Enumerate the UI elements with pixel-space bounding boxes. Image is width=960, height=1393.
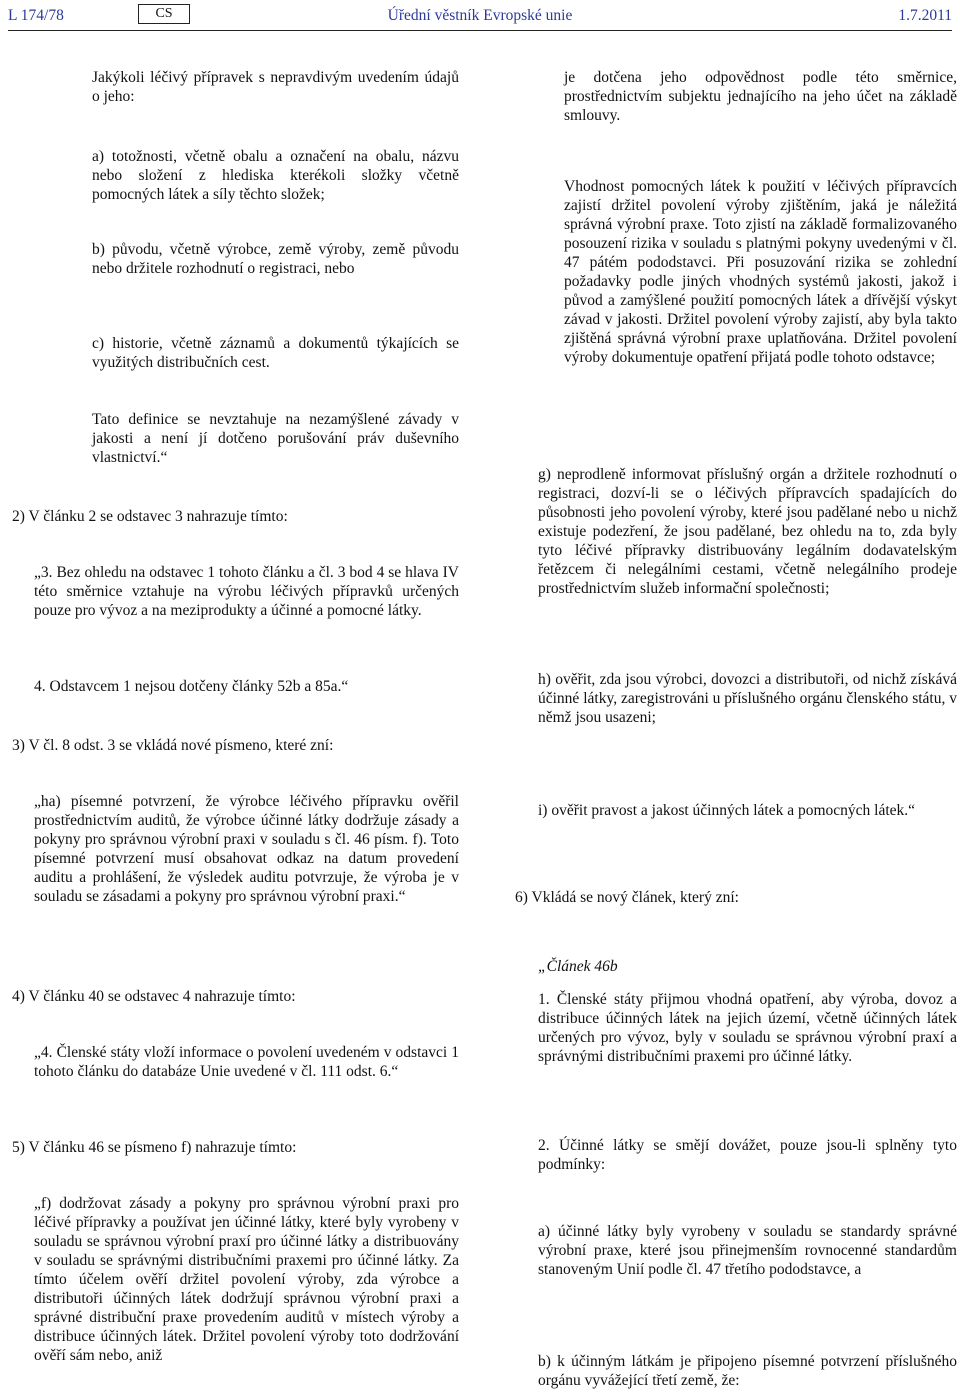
header-rule bbox=[8, 30, 952, 31]
amendment-6-heading: 6) Vkládá se nový článek, který zní: bbox=[515, 889, 739, 906]
excipients-paragraph: Vhodnost pomocných látek k použití v léčivých přípravcích zajistí držitel povolení výroby zjištěním, jaká je náležitá správná výrobní praxe. Toto zjistí na základě formalizovaného posouzení rizika v souladu s platnými pokyny uvedenými v čl. 47 pátém pododstavci. Při posuzování rizika se zohlední požadavky podle jiných vhodných systémů jakosti, jakož i původ a zamýšlené použití pomocných látek a dřívější výskyt závad v jakosti. Držitel povolení výroby zajistí, aby byla takto zjištěná správná výrobní praxe uplatňována. Držitel povolení výroby dokumentuje opatření přijatá podle tohoto odstavce; bbox=[564, 178, 957, 366]
intro-paragraph: Jakýkoli léčivý přípravek s nepravdivým uvedením údajů o jeho: bbox=[92, 69, 459, 105]
page-number: L 174/78 bbox=[8, 7, 64, 24]
continuation-paragraph: je dotčena jeho odpovědnost podle této směrnice, prostřednictvím subjektu jednajícího na jeho účet na základě smlouvy. bbox=[564, 69, 957, 124]
amendment-3-point-ha: „ha) písemné potvrzení, že výrobce léčivého přípravku ověřil prostřednictvím auditů, že výrobce účinné látky dodržuje zásady a pokyny pro správnou výrobní praxi v souladu s čl. 46 písm. f). Toto písemné potvrzení musí obsahovat odkaz na datum provedení auditu a prohlášení, že výsledek auditu potvrzuje, že výroba je v souladu se zásadami a pokyny pro správnou výrobní praxi.“ bbox=[34, 793, 459, 905]
amendment-5-heading: 5) V článku 46 se písmeno f) nahrazuje tímto: bbox=[12, 1139, 297, 1156]
amendment-5-point-f: „f) dodržovat zásady a pokyny pro správnou výrobní praxi pro léčivé přípravky a používat jen účinné látky, které byly vyrobeny v souladu se správnou výrobní praxí pro účinné látky a distribuovány v souladu se správnými distribučními praxemi pro účinné látky. Za tímto účelem ověří držitel povolení výroby, zda výrobce a distributoři účinných látek dodržují správnou výrobní praxi a správné distribuční praxe provedením auditů v místech výroby a distribuce účinných látek. Držitel povolení výroby toto dodržování ověří sám nebo, aniž bbox=[34, 1195, 459, 1364]
article-46b-point-a: a) účinné látky byly vyrobeny v souladu se standardy správné výrobní praxe, které jsou přinejmenším rovnocenné standardům stanoveným Unií podle čl. 47 třetího pododstavce, a bbox=[538, 1223, 957, 1278]
issue-date: 1.7.2011 bbox=[898, 7, 952, 24]
page-header bbox=[8, 4, 952, 26]
item-a: a) totožnosti, včetně obalu a označení na obalu, názvu nebo složení z hlediska kterékoli složky včetně pomocných látek a síly těchto složek; bbox=[92, 148, 459, 203]
point-h: h) ověřit, zda jsou výrobci, dovozci a distributoři, od nichž získává účinné látky, zaregistrováni u příslušného orgánu členského státu, v němž jsou usazeni; bbox=[538, 671, 957, 726]
article-46b-paragraph-1: 1. Členské státy přijmou vhodná opatření, aby výroba, dovoz a distribuce účinných látek na jejich území, včetně účinných látek určených pro vývoz, byly v souladu se správnou výrobní praxí a správnými distribučními praxemi pro účinné látky. bbox=[538, 991, 957, 1065]
amendment-2-paragraph-4: 4. Odstavcem 1 nejsou dotčeny články 52b a 85a.“ bbox=[34, 678, 349, 695]
journal-title: Úřední věstník Evropské unie bbox=[387, 7, 573, 24]
amendment-4-heading: 4) V článku 40 se odstavec 4 nahrazuje tímto: bbox=[12, 988, 296, 1005]
language-code-box: CS bbox=[138, 4, 190, 24]
article-46b-title: „Článek 46b bbox=[538, 958, 618, 975]
definition-paragraph: Tato definice se nevztahuje na nezamýšlené závady v jakosti a není jí dotčeno porušování práv duševního vlastnictví.“ bbox=[92, 411, 459, 466]
amendment-4-paragraph: „4. Členské státy vloží informace o povolení uvedeném v odstavci 1 tohoto článku do databáze Unie uvedené v čl. 111 odst. 6.“ bbox=[34, 1044, 459, 1080]
amendment-3-heading: 3) V čl. 8 odst. 3 se vkládá nové písmeno, které zní: bbox=[12, 737, 334, 754]
article-46b-point-b: b) k účinným látkám je připojeno písemné potvrzení příslušného orgánu vyvážející třetí země, že: bbox=[538, 1353, 957, 1389]
article-46b-paragraph-2: 2. Účinné látky se smějí dovážet, pouze jsou-li splněny tyto podmínky: bbox=[538, 1137, 957, 1173]
item-b: b) původu, včetně výrobce, země výroby, země původu nebo držitele rozhodnutí o registraci, nebo bbox=[92, 241, 459, 277]
item-c: c) historie, včetně záznamů a dokumentů týkajících se využitých distribučních cest. bbox=[92, 335, 459, 371]
amendment-2-heading: 2) V článku 2 se odstavec 3 nahrazuje tímto: bbox=[12, 508, 288, 525]
amendment-2-paragraph-3: „3. Bez ohledu na odstavec 1 tohoto článku a čl. 3 bod 4 se hlava IV této směrnice vztahuje na výrobu léčivých přípravků určených pouze pro vývoz a na meziprodukty a účinné a pomocné látky. bbox=[34, 564, 459, 619]
point-g: g) neprodleně informovat příslušný orgán a držitele rozhodnutí o registraci, dozví-li se o léčivých přípravcích spadajících do působnosti jeho povolení výroby, které jsou padělané nebo u nichž existuje podezření, že jsou padělané, bez ohledu na to, zda byly tyto léčivé přípravky distribuovány legálním dodavatelským řetězcem či nelegálními cestami, včetně nelegálního prodeje prostřednictvím služeb informační společnosti; bbox=[538, 466, 957, 597]
point-i: i) ověřit pravost a jakost účinných látek a pomocných látek.“ bbox=[538, 802, 916, 819]
